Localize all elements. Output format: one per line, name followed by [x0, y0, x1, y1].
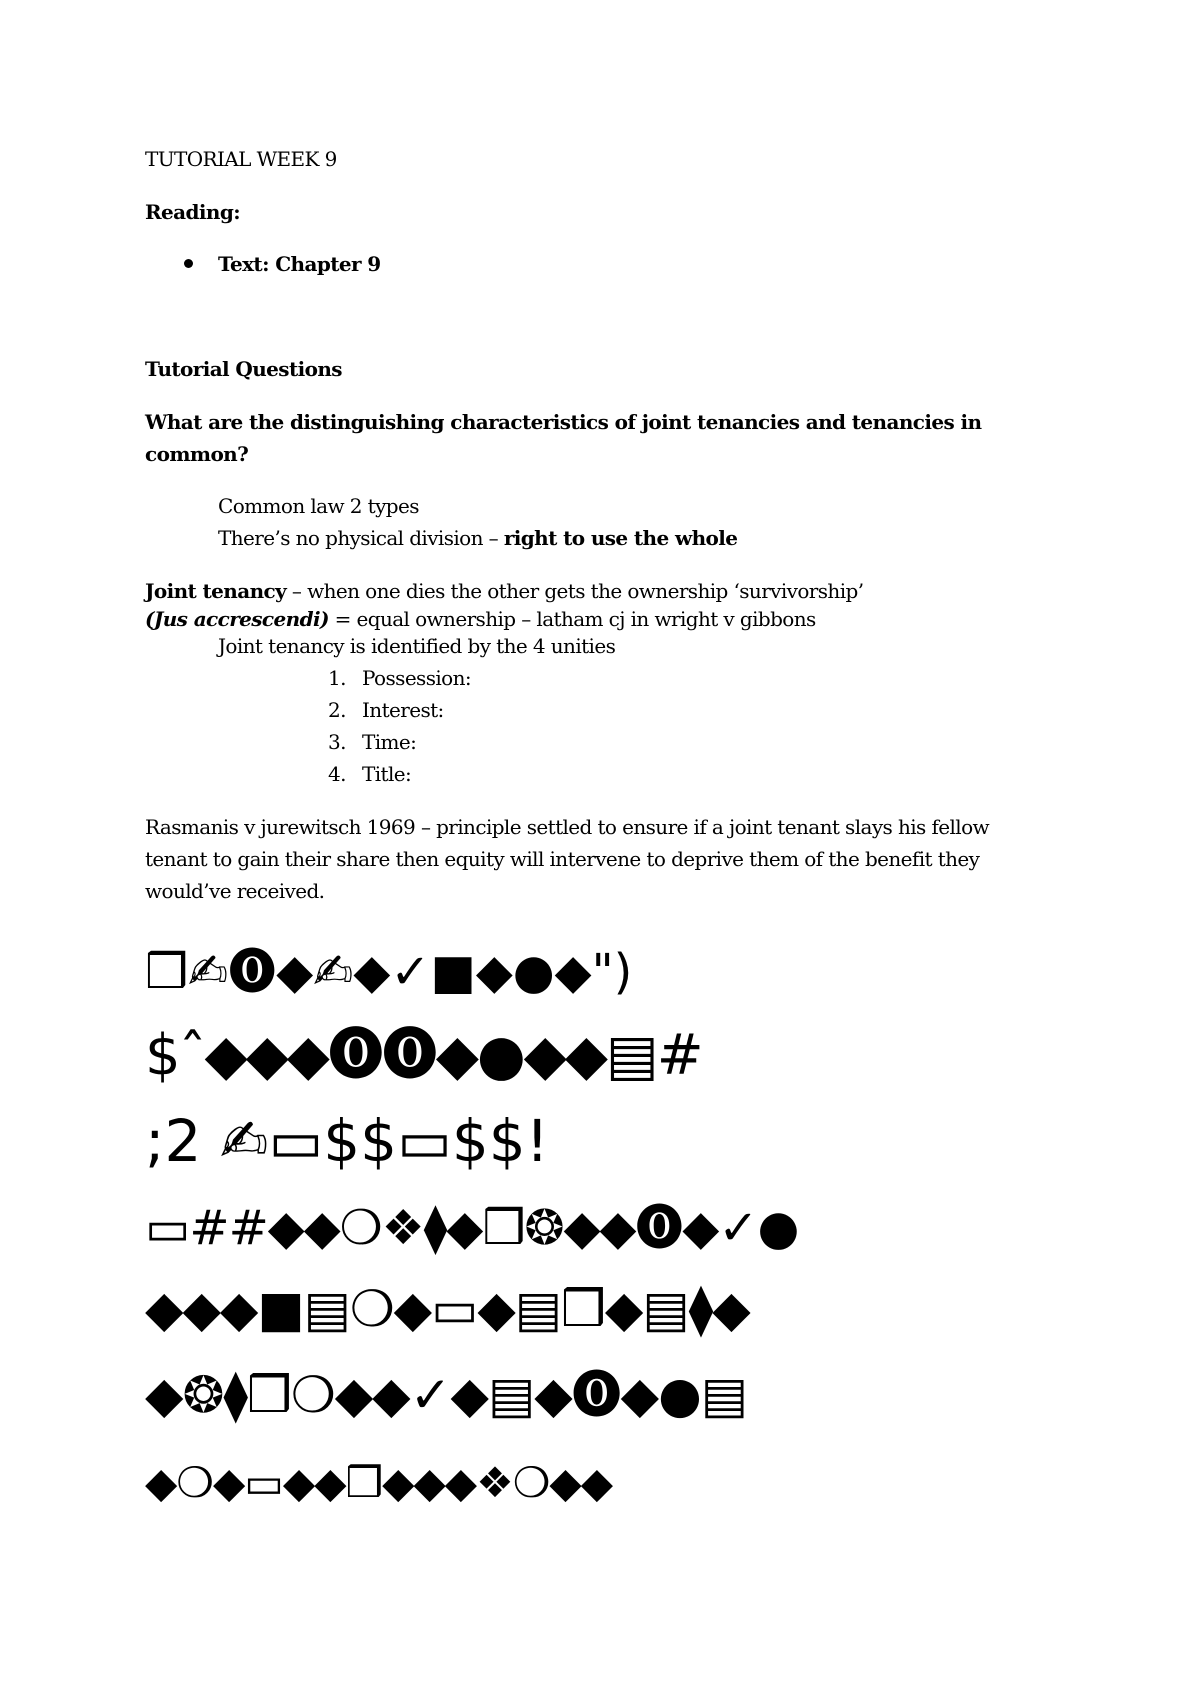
- unity-text: Interest:: [362, 698, 444, 722]
- jus-accrescendi-note: [145, 606, 816, 632]
- case-note-line-3: would’ve received.: [145, 879, 325, 903]
- reading-heading: Reading:: [145, 200, 240, 224]
- tutorial-questions-heading: Tutorial Questions: [145, 357, 342, 381]
- garbled-symbol-row: ◆◆◆■▤❍◆▭◆▤❒◆▤⧫◆: [145, 1280, 750, 1338]
- unity-item: [328, 761, 411, 787]
- division-note: [218, 525, 737, 551]
- division-text: There’s no physical division –: [218, 526, 504, 550]
- question-line-1: What are the distinguishing characteristics of joint tenancies and tenancies in: [145, 410, 982, 434]
- joint-tenancy-note: [145, 578, 863, 604]
- case-note-line-2: tenant to gain their share then equity will intervene to deprive them of the benefit they: [145, 847, 980, 871]
- unity-number: 4.: [328, 762, 346, 786]
- unity-text: Possession:: [362, 666, 472, 690]
- joint-tenancy-text: – when one dies the other gets the ownership ‘survivorship’: [286, 579, 864, 603]
- garbled-symbol-row: ;2 ✍▭$$▭$$!: [145, 1107, 549, 1175]
- unities-intro: Joint tenancy is identified by the 4 unities: [218, 634, 616, 658]
- unity-number: 3.: [328, 730, 346, 754]
- jus-accrescendi-text: = equal ownership – latham cj in wright v gibbons: [328, 607, 816, 631]
- unity-number: 1.: [328, 666, 346, 690]
- page-title: TUTORIAL WEEK 9: [145, 147, 337, 171]
- unity-item: [328, 729, 416, 755]
- question-line-2: common?: [145, 442, 249, 466]
- unity-number: 2.: [328, 698, 346, 722]
- garbled-symbol-row: ◆❂⧫❒❍◆◆✓◆▤◆⓿◆●▤: [145, 1366, 747, 1424]
- unity-item: [328, 697, 444, 723]
- joint-tenancy-label: Joint tenancy: [145, 579, 287, 603]
- garbled-symbol-row: ▭##◆◆❍❖⧫◆❒❂◆◆⓿◆✓●: [145, 1200, 799, 1256]
- garbled-symbol-row: ◆❍◆▭◆◆❒◆◆◆❖❍◆◆: [145, 1458, 612, 1507]
- unity-item: [328, 665, 471, 691]
- reading-bullet-item: Text: Chapter 9: [218, 252, 381, 276]
- garbled-symbol-row: $ˆ◆◆◆⓿⓿◆●◆◆▤#: [145, 1023, 702, 1088]
- jus-accrescendi-label: (Jus accrescendi): [145, 607, 329, 631]
- common-law-note: Common law 2 types: [218, 494, 419, 518]
- division-bold-text: right to use the whole: [503, 526, 738, 550]
- bullet-icon: [184, 259, 193, 268]
- unity-text: Time:: [362, 730, 417, 754]
- unity-text: Title:: [362, 762, 412, 786]
- garbled-symbol-row: ❒✍⓿◆✍◆✓■◆●◆"): [145, 944, 633, 1000]
- case-note-line-1: Rasmanis v jurewitsch 1969 – principle settled to ensure if a joint tenant slays his fellow: [145, 815, 990, 839]
